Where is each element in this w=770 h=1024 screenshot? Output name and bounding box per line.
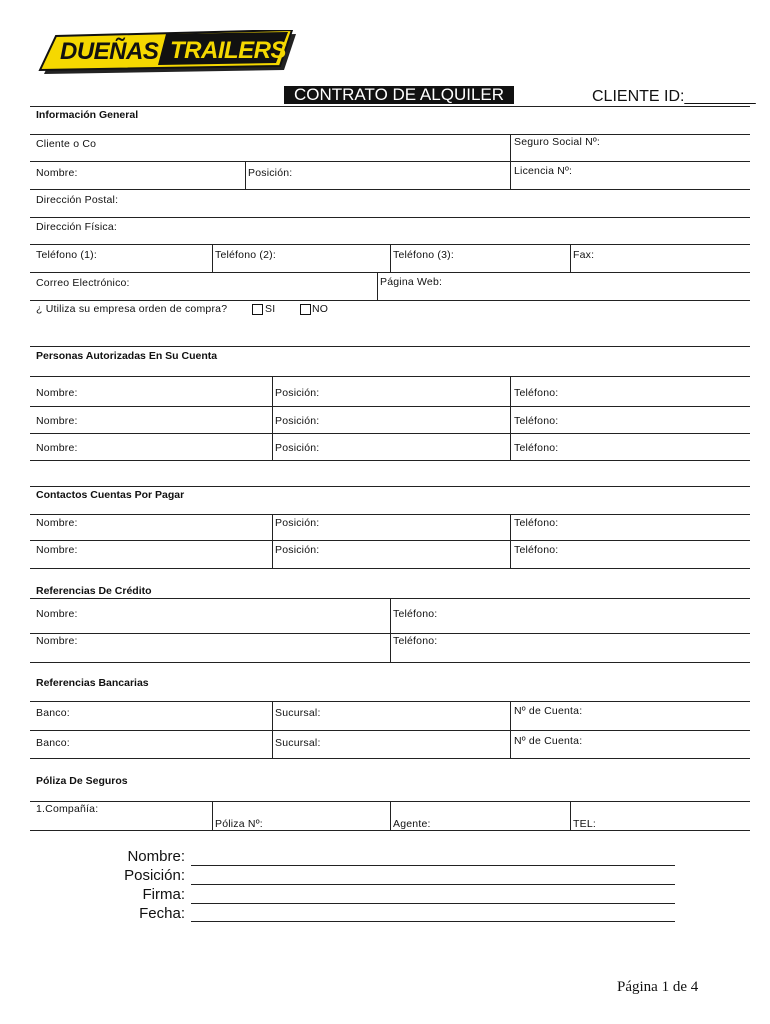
- signature-position-line[interactable]: [191, 884, 675, 885]
- signature-date-line[interactable]: [191, 921, 675, 922]
- authorized-name-2[interactable]: Nombre:: [36, 415, 78, 427]
- row-divider: [30, 758, 750, 759]
- signature-sign-label: Firma:: [142, 886, 185, 903]
- insurance-company-field[interactable]: 1.Compañía:: [36, 803, 99, 815]
- credit-name-2[interactable]: Nombre:: [36, 635, 78, 647]
- row-divider: [30, 540, 750, 541]
- authorized-position-3[interactable]: Posición:: [275, 442, 320, 454]
- col-divider: [377, 272, 378, 300]
- logo-word-duenas: DUEÑAS: [60, 38, 159, 65]
- authorized-name-3[interactable]: Nombre:: [36, 442, 78, 454]
- bank-account-2[interactable]: Nº de Cuenta:: [514, 735, 583, 747]
- row-divider: [30, 460, 750, 461]
- company-logo: [38, 30, 300, 76]
- col-divider: [390, 598, 391, 662]
- header-rule: [30, 106, 750, 107]
- website-field[interactable]: Página Web:: [380, 276, 443, 288]
- row-divider: [30, 514, 750, 515]
- row-divider: [30, 701, 750, 702]
- payables-name-1[interactable]: Nombre:: [36, 517, 78, 529]
- page-number: Página 1 de 4: [617, 979, 699, 995]
- payables-phone-2[interactable]: Teléfono:: [514, 544, 559, 556]
- section-payables-heading: Contactos Cuentas Por Pagar: [36, 489, 185, 501]
- authorized-phone-2[interactable]: Teléfono:: [514, 415, 559, 427]
- phone2-field[interactable]: Teléfono (2):: [215, 249, 276, 261]
- section-general-heading: Información General: [36, 109, 139, 121]
- position-field[interactable]: Posición:: [248, 167, 293, 179]
- payables-name-2[interactable]: Nombre:: [36, 544, 78, 556]
- credit-phone-2[interactable]: Teléfono:: [393, 635, 438, 647]
- col-divider: [272, 376, 273, 460]
- col-divider: [570, 801, 571, 830]
- authorized-phone-3[interactable]: Teléfono:: [514, 442, 559, 454]
- row-divider: [30, 272, 750, 273]
- no-label: NO: [312, 303, 329, 315]
- bank-name-1[interactable]: Banco:: [36, 707, 70, 719]
- row-divider: [30, 433, 750, 434]
- logo-word-trailers: TRAILERS: [170, 37, 286, 64]
- col-divider: [390, 244, 391, 272]
- col-divider: [272, 514, 273, 568]
- email-field[interactable]: Correo Electrónico:: [36, 277, 130, 289]
- physical-address-field[interactable]: Dirección Física:: [36, 221, 118, 233]
- authorized-phone-1[interactable]: Teléfono:: [514, 387, 559, 399]
- bank-name-2[interactable]: Banco:: [36, 737, 70, 749]
- name-field[interactable]: Nombre:: [36, 167, 78, 179]
- col-divider: [390, 801, 391, 830]
- row-divider: [30, 568, 750, 569]
- credit-phone-1[interactable]: Teléfono:: [393, 608, 438, 620]
- signature-name-label: Nombre:: [127, 848, 185, 865]
- section-rule: [30, 486, 750, 487]
- bank-branch-1[interactable]: Sucursal:: [275, 707, 321, 719]
- signature-name-line[interactable]: [191, 865, 675, 866]
- row-divider: [30, 830, 750, 831]
- fax-field[interactable]: Fax:: [573, 249, 595, 261]
- col-divider: [570, 244, 571, 272]
- insurance-phone-field[interactable]: TEL:: [573, 818, 596, 830]
- purchase-order-no-checkbox[interactable]: [300, 304, 311, 315]
- row-divider: [30, 217, 750, 218]
- row-divider: [30, 633, 750, 634]
- client-company-field[interactable]: Cliente o Co: [36, 138, 97, 150]
- purchase-order-yes-checkbox[interactable]: [252, 304, 263, 315]
- signature-date-label: Fecha:: [139, 905, 185, 922]
- purchase-order-question: ¿ Utiliza su empresa orden de compra?: [36, 303, 228, 315]
- row-divider: [30, 406, 750, 407]
- row-divider: [30, 189, 750, 190]
- row-divider: [30, 376, 750, 377]
- policy-number-field[interactable]: Póliza Nº:: [215, 818, 263, 830]
- row-divider: [30, 662, 750, 663]
- row-divider: [30, 134, 750, 135]
- payables-position-2[interactable]: Posición:: [275, 544, 320, 556]
- client-id-field[interactable]: CLIENTE ID:________: [592, 88, 756, 105]
- row-divider: [30, 161, 750, 162]
- social-security-field[interactable]: Seguro Social Nº:: [514, 136, 601, 148]
- phone1-field[interactable]: Teléfono (1):: [36, 249, 97, 261]
- section-authorized-heading: Personas Autorizadas En Su Cuenta: [36, 350, 218, 362]
- signature-sign-line[interactable]: [191, 903, 675, 904]
- signature-position-label: Posición:: [124, 867, 185, 884]
- row-divider: [30, 730, 750, 731]
- bank-account-1[interactable]: Nº de Cuenta:: [514, 705, 583, 717]
- authorized-position-2[interactable]: Posición:: [275, 415, 320, 427]
- section-credit-heading: Referencias De Crédito: [36, 585, 152, 597]
- phone3-field[interactable]: Teléfono (3):: [393, 249, 454, 261]
- postal-address-field[interactable]: Dirección Postal:: [36, 194, 119, 206]
- col-divider: [212, 801, 213, 830]
- page-title: CONTRATO DE ALQUILER: [284, 86, 514, 104]
- yes-label: SI: [265, 303, 276, 315]
- section-bank-heading: Referencias Bancarias: [36, 677, 149, 689]
- authorized-position-1[interactable]: Posición:: [275, 387, 320, 399]
- section-rule: [30, 346, 750, 347]
- agent-field[interactable]: Agente:: [393, 818, 431, 830]
- license-field[interactable]: Licencia Nº:: [514, 165, 573, 177]
- col-divider: [212, 244, 213, 272]
- col-divider: [510, 514, 511, 568]
- payables-position-1[interactable]: Posición:: [275, 517, 320, 529]
- col-divider: [510, 376, 511, 460]
- bank-branch-2[interactable]: Sucursal:: [275, 737, 321, 749]
- authorized-name-1[interactable]: Nombre:: [36, 387, 78, 399]
- col-divider: [245, 161, 246, 189]
- payables-phone-1[interactable]: Teléfono:: [514, 517, 559, 529]
- section-insurance-heading: Póliza De Seguros: [36, 775, 128, 787]
- credit-name-1[interactable]: Nombre:: [36, 608, 78, 620]
- row-divider: [30, 300, 750, 301]
